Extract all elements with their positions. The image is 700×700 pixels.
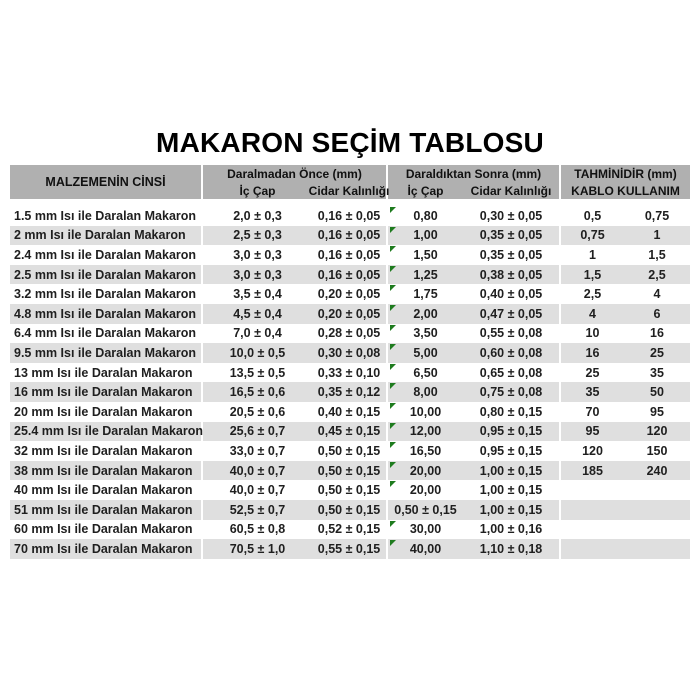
cell-usage-estimate: 2,5 — [624, 265, 690, 285]
cell-wall-thickness-before: 0,50 ± 0,15 — [312, 441, 388, 461]
cell-inner-diameter-before: 3,0 ± 0,3 — [203, 265, 312, 285]
cell-material: 38 mm Isı ile Daralan Makaron — [10, 461, 203, 481]
cell-inner-diameter-after — [388, 324, 463, 344]
cell-material: 3.2 mm Isı ile Daralan Makaron — [10, 284, 203, 304]
cell-inner-diameter-after-value: 12,00 — [409, 424, 442, 439]
page-title: MAKARON SEÇİM TABLOSU — [156, 127, 544, 158]
cell-inner-diameter-after-value: 6,50 — [413, 365, 438, 380]
table-row — [10, 441, 690, 461]
cell-material: 4.8 mm Isı ile Daralan Makaron — [10, 304, 203, 324]
cell-material: 25.4 mm Isı ile Daralan Makaron — [10, 422, 203, 442]
cell-wall-thickness-before: 0,35 ± 0,12 — [312, 382, 388, 402]
error-indicator-icon — [390, 344, 396, 350]
cell-inner-diameter-before: 52,5 ± 0,7 — [203, 500, 312, 520]
cell-usage-estimate: 4 — [653, 287, 661, 302]
cell-material: 2.4 mm Isı ile Daralan Makaron — [10, 245, 203, 265]
table-row — [10, 461, 690, 481]
cell-wall-thickness-before: 0,50 ± 0,15 — [312, 500, 388, 520]
cell-inner-diameter-before: 2,0 ± 0,3 — [233, 208, 282, 223]
cell-inner-diameter-after — [388, 304, 463, 324]
error-indicator-icon — [390, 383, 396, 389]
cell-wall-thickness-before: 0,20 ± 0,05 — [312, 284, 388, 304]
cell-inner-diameter-after — [388, 500, 463, 520]
cell-usage-estimate — [624, 539, 690, 559]
header-wall-thickness-after: Cidar Kalınlığı — [463, 182, 561, 199]
cell-inner-diameter-after-value: 40,00 — [409, 541, 442, 556]
cell-usage-estimate: 50 — [624, 382, 690, 402]
error-indicator-icon — [390, 462, 396, 468]
cell-inner-diameter-after — [388, 539, 463, 559]
cell-usage-estimate — [624, 500, 690, 520]
error-indicator-icon — [390, 481, 396, 487]
cell-usage-estimate: 25 — [624, 343, 690, 363]
cell-inner-diameter-after — [388, 284, 463, 304]
table-row — [10, 245, 690, 265]
error-indicator-icon — [390, 364, 396, 370]
cell-wall-thickness-after: 1,10 ± 0,18 — [463, 539, 561, 559]
cell-wall-thickness-before: 0,30 ± 0,08 — [312, 343, 388, 363]
cell-usage-estimate — [624, 480, 690, 500]
cell-inner-diameter-after-value: 1,00 — [413, 228, 438, 243]
cell-wall-thickness-after: 0,65 ± 0,08 — [463, 363, 561, 383]
cell-wall-thickness-after: 0,55 ± 0,08 — [463, 324, 561, 344]
cell-inner-diameter-before: 40,0 ± 0,7 — [229, 483, 286, 498]
cell-cable-estimate — [561, 480, 624, 500]
error-indicator-icon — [390, 521, 396, 527]
error-indicator-icon — [390, 285, 396, 291]
cell-material: 70 mm Isı ile Daralan Makaron — [10, 539, 203, 559]
cell-wall-thickness-after: 0,75 ± 0,08 — [463, 382, 561, 402]
cell-wall-thickness-before: 0,16 ± 0,05 — [312, 226, 388, 246]
cell-inner-diameter-after — [388, 461, 463, 481]
cell-inner-diameter-after-value: 30,00 — [409, 522, 442, 537]
cell-wall-thickness-after: 1,00 ± 0,16 — [463, 520, 561, 540]
error-indicator-icon — [390, 442, 396, 448]
cell-cable-estimate: 185 — [561, 461, 624, 481]
cell-inner-diameter-before: 3,0 ± 0,3 — [233, 247, 282, 262]
error-indicator-icon — [390, 325, 396, 331]
cell-wall-thickness-after: 0,47 ± 0,05 — [463, 304, 561, 324]
table-row — [10, 363, 690, 383]
cell-usage-estimate: 0,75 — [644, 208, 670, 223]
cell-usage-estimate: 120 — [624, 422, 690, 442]
cell-wall-thickness-before: 0,16 ± 0,05 — [312, 206, 388, 226]
cell-wall-thickness-after: 0,60 ± 0,08 — [463, 343, 561, 363]
cell-cable-estimate — [561, 500, 624, 520]
cell-wall-thickness-before: 0,40 ± 0,15 — [312, 402, 388, 422]
cell-inner-diameter-before: 60,5 ± 0,8 — [229, 522, 286, 537]
cell-cable-estimate: 0,5 — [583, 208, 602, 223]
table-body — [10, 206, 690, 559]
cell-wall-thickness-after: 0,38 ± 0,05 — [463, 265, 561, 285]
cell-inner-diameter-after-value: 20,00 — [409, 463, 442, 478]
cell-material: 40 mm Isı ile Daralan Makaron — [10, 480, 203, 500]
header-group-before-shrink: Daralmadan Önce (mm) — [203, 165, 388, 182]
header-inner-diameter-after: İç Çap — [407, 183, 444, 198]
cell-wall-thickness-after: 0,80 ± 0,15 — [463, 402, 561, 422]
header-material: MALZEMENİN CİNSİ — [10, 165, 203, 199]
header-inner-diameter-before: İç Çap — [239, 183, 276, 198]
cell-cable-estimate: 16 — [561, 343, 624, 363]
cell-inner-diameter-after — [388, 363, 463, 383]
cell-usage-estimate: 150 — [646, 443, 668, 458]
table-row — [10, 480, 690, 500]
cell-cable-estimate: 1 — [589, 247, 596, 262]
table-row — [10, 520, 690, 540]
table-row — [10, 324, 690, 344]
cell-cable-estimate: 1,5 — [561, 265, 624, 285]
cell-wall-thickness-before: 0,50 ± 0,15 — [312, 480, 388, 500]
cell-wall-thickness-after: 0,35 ± 0,05 — [463, 226, 561, 246]
error-indicator-icon — [390, 423, 396, 429]
cell-inner-diameter-before: 33,0 ± 0,7 — [229, 443, 286, 458]
cell-wall-thickness-before: 0,55 ± 0,15 — [312, 539, 388, 559]
cell-inner-diameter-after-value: 0,50 ± 0,15 — [394, 502, 457, 517]
cell-inner-diameter-after-value: 5,00 — [413, 345, 438, 360]
cell-usage-estimate: 1,5 — [648, 247, 666, 262]
error-indicator-icon — [390, 246, 396, 252]
cell-cable-estimate: 0,75 — [561, 226, 624, 246]
cell-material: 32 mm Isı ile Daralan Makaron — [10, 441, 203, 461]
cell-inner-diameter-before: 7,0 ± 0,4 — [233, 326, 282, 341]
cell-inner-diameter-after — [388, 422, 463, 442]
cell-inner-diameter-after — [388, 441, 463, 461]
cell-cable-estimate: 120 — [582, 443, 603, 458]
cell-material: 51 mm Isı ile Daralan Makaron — [10, 500, 203, 520]
cell-inner-diameter-after — [388, 206, 463, 226]
cell-inner-diameter-before: 2,5 ± 0,3 — [203, 226, 312, 246]
cell-usage-estimate: 6 — [624, 304, 690, 324]
cell-cable-estimate: 70 — [585, 404, 600, 419]
table-row — [10, 284, 690, 304]
table-row — [10, 304, 690, 324]
cell-inner-diameter-before: 20,5 ± 0,6 — [229, 404, 286, 419]
cell-inner-diameter-before: 25,6 ± 0,7 — [203, 422, 312, 442]
cell-inner-diameter-after-value: 16,50 — [409, 443, 442, 458]
table-row — [10, 265, 690, 285]
cell-material: 13 mm Isı ile Daralan Makaron — [10, 363, 203, 383]
table-row — [10, 382, 690, 402]
cell-cable-estimate: 4 — [561, 304, 624, 324]
cell-wall-thickness-before: 0,16 ± 0,05 — [312, 265, 388, 285]
cell-material: 60 mm Isı ile Daralan Makaron — [10, 520, 203, 540]
cell-wall-thickness-after: 1,00 ± 0,15 — [463, 480, 561, 500]
error-indicator-icon — [390, 227, 396, 233]
error-indicator-icon — [390, 305, 396, 311]
cell-inner-diameter-before: 4,5 ± 0,4 — [203, 304, 312, 324]
error-indicator-icon — [390, 266, 396, 272]
cell-inner-diameter-after-value: 8,00 — [413, 385, 438, 400]
error-indicator-icon — [390, 207, 396, 213]
table-row — [10, 402, 690, 422]
header-group-after-shrink: Daraldıktan Sonra (mm) — [388, 165, 561, 182]
cell-inner-diameter-after — [388, 245, 463, 265]
cell-inner-diameter-before: 10,0 ± 0,5 — [203, 343, 312, 363]
table-row — [10, 226, 690, 246]
cell-wall-thickness-after: 0,40 ± 0,05 — [463, 284, 561, 304]
cell-inner-diameter-before: 16,5 ± 0,6 — [203, 382, 312, 402]
cell-inner-diameter-after-value: 1,50 — [413, 247, 438, 262]
cell-inner-diameter-before: 13,5 ± 0,5 — [229, 365, 286, 380]
cell-inner-diameter-after — [388, 480, 463, 500]
cell-usage-estimate: 95 — [650, 404, 664, 419]
cell-cable-estimate — [561, 520, 624, 540]
cell-wall-thickness-before: 0,28 ± 0,05 — [312, 324, 388, 344]
cell-wall-thickness-before: 0,16 ± 0,05 — [312, 245, 388, 265]
table-row — [10, 500, 690, 520]
cell-inner-diameter-after-value: 20,00 — [409, 483, 442, 498]
cell-inner-diameter-after — [388, 226, 463, 246]
cell-wall-thickness-before: 0,50 ± 0,15 — [312, 461, 388, 481]
cell-inner-diameter-after — [388, 343, 463, 363]
cell-wall-thickness-after: 0,95 ± 0,15 — [463, 441, 561, 461]
cell-inner-diameter-before: 3,5 ± 0,4 — [233, 287, 282, 302]
cell-cable-estimate: 2,5 — [583, 287, 602, 302]
cell-material: 2.5 mm Isı ile Daralan Makaron — [10, 265, 203, 285]
table-row — [10, 343, 690, 363]
cell-wall-thickness-before: 0,52 ± 0,15 — [312, 520, 388, 540]
cell-usage-estimate — [624, 520, 690, 540]
cell-inner-diameter-after — [388, 382, 463, 402]
table-header — [10, 165, 690, 199]
cell-usage-estimate: 1 — [624, 226, 690, 246]
cell-inner-diameter-after — [388, 265, 463, 285]
cell-inner-diameter-after-value: 1,25 — [413, 267, 438, 282]
cell-wall-thickness-before: 0,20 ± 0,05 — [312, 304, 388, 324]
cell-usage-estimate: 240 — [624, 461, 690, 481]
cell-inner-diameter-after-value: 0,80 — [413, 208, 438, 223]
cell-inner-diameter-after-value: 3,50 — [413, 326, 438, 341]
cell-material: 2 mm Isı ile Daralan Makaron — [10, 226, 203, 246]
table-row — [10, 539, 690, 559]
cell-cable-estimate: 25 — [585, 365, 600, 380]
cell-inner-diameter-before: 70,5 ± 1,0 — [203, 539, 312, 559]
table-row — [10, 422, 690, 442]
cell-inner-diameter-after-value: 10,00 — [409, 404, 442, 419]
cell-usage-estimate: 35 — [650, 365, 664, 380]
cell-wall-thickness-before: 0,45 ± 0,15 — [312, 422, 388, 442]
error-indicator-icon — [390, 540, 396, 546]
cell-cable-estimate: 35 — [561, 382, 624, 402]
cell-usage-estimate: 16 — [650, 326, 664, 341]
cell-material: 6.4 mm Isı ile Daralan Makaron — [10, 324, 203, 344]
header-cable-usage: KABLO KULLANIM — [571, 183, 680, 198]
table-row — [10, 206, 690, 226]
cell-inner-diameter-after-value: 1,75 — [413, 287, 438, 302]
header-wall-thickness-before: Cidar Kalınlığı — [308, 183, 390, 198]
cell-inner-diameter-after — [388, 520, 463, 540]
cell-wall-thickness-before: 0,33 ± 0,10 — [312, 363, 388, 383]
cell-wall-thickness-after: 1,00 ± 0,15 — [463, 461, 561, 481]
cell-wall-thickness-after: 0,95 ± 0,15 — [463, 422, 561, 442]
cell-cable-estimate: 10 — [585, 326, 600, 341]
cell-wall-thickness-after: 1,00 ± 0,15 — [463, 500, 561, 520]
cell-inner-diameter-before: 40,0 ± 0,7 — [203, 461, 312, 481]
cell-wall-thickness-after: 0,30 ± 0,05 — [463, 206, 561, 226]
cell-material: 1.5 mm Isı ile Daralan Makaron — [10, 206, 203, 226]
header-group-estimate: TAHMİNİDİR (mm) — [574, 166, 677, 181]
cell-inner-diameter-after-value: 2,00 — [413, 306, 438, 321]
cell-material: 9.5 mm Isı ile Daralan Makaron — [10, 343, 203, 363]
cell-cable-estimate — [561, 539, 624, 559]
error-indicator-icon — [390, 403, 396, 409]
cell-wall-thickness-after: 0,35 ± 0,05 — [463, 245, 561, 265]
cell-material: 20 mm Isı ile Daralan Makaron — [10, 402, 203, 422]
cell-inner-diameter-after — [388, 402, 463, 422]
cell-cable-estimate: 95 — [561, 422, 624, 442]
cell-material: 16 mm Isı ile Daralan Makaron — [10, 382, 203, 402]
makaron-selection-table — [10, 165, 690, 559]
